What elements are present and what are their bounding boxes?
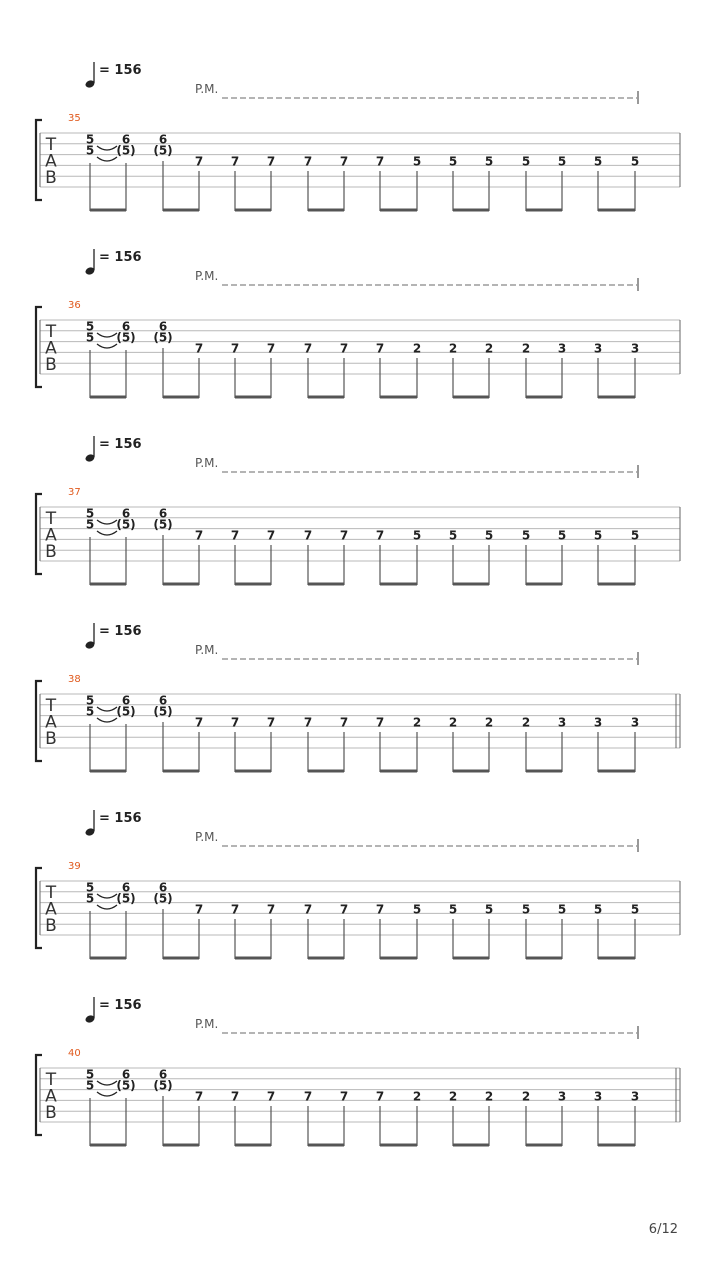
fret-number: 7 [266, 1089, 276, 1104]
fret-number: 7 [266, 528, 276, 543]
note-beam [163, 583, 199, 586]
tab-clef-letter: B [45, 1103, 57, 1123]
palm-mute-label: P.M. [195, 1017, 219, 1031]
note-beam [163, 1144, 199, 1147]
tempo-marking: = 156 [99, 63, 142, 78]
fret-number: 7 [339, 341, 349, 356]
fret-number: 5 [521, 902, 531, 917]
fret-number: 7 [339, 715, 349, 730]
fret-number: (5) [153, 1078, 173, 1093]
fret-number: 6 [158, 880, 168, 895]
fret-number: 2 [521, 1089, 531, 1104]
fret-number: 7 [303, 902, 313, 917]
fret-number: 3 [593, 1089, 603, 1104]
note-beam [598, 396, 635, 399]
tab-system [36, 249, 680, 399]
fret-number: 2 [448, 341, 458, 356]
note-beam [598, 957, 635, 960]
note-beam [380, 209, 417, 212]
note-beam [308, 770, 344, 773]
measure-number: 38 [68, 674, 81, 685]
tab-clef-letter: T [45, 509, 57, 529]
fret-number: 2 [484, 715, 494, 730]
fret-number: 6 [158, 319, 168, 334]
fret-number: (5) [153, 704, 173, 719]
tab-system [36, 436, 680, 586]
note-beam [163, 209, 199, 212]
fret-number: 5 [85, 1067, 95, 1082]
fret-number: 5 [412, 528, 422, 543]
tab-clef-letter: B [45, 355, 57, 375]
fret-number: 7 [266, 715, 276, 730]
tab-clef-letter: T [45, 883, 57, 903]
fret-number: (5) [153, 891, 173, 906]
fret-number: 7 [339, 1089, 349, 1104]
fret-number: 6 [158, 132, 168, 147]
note-beam [308, 1144, 344, 1147]
note-beam [598, 209, 635, 212]
tie-arc [97, 531, 117, 535]
system-bracket [36, 307, 42, 387]
tab-clef-letter: B [45, 729, 57, 749]
note-beam [380, 396, 417, 399]
fret-number: 7 [339, 154, 349, 169]
note-beam [90, 583, 126, 586]
fret-number: 3 [630, 715, 640, 730]
fret-number: 5 [85, 693, 95, 708]
fret-number: 7 [194, 1089, 204, 1104]
measure-number: 36 [68, 300, 81, 311]
note-beam [598, 583, 635, 586]
tie-arc [97, 894, 117, 898]
tab-clef-letter: B [45, 168, 57, 188]
note-beam [526, 396, 562, 399]
tab-clef-letter: A [45, 899, 57, 920]
tab-clef-letter: A [45, 525, 57, 546]
fret-number: 7 [303, 1089, 313, 1104]
measure-number: 40 [68, 1048, 81, 1059]
fret-number: 5 [557, 154, 567, 169]
system-bracket [36, 120, 42, 200]
measure-number: 35 [68, 113, 81, 124]
fret-number: 5 [448, 902, 458, 917]
tie-arc [97, 520, 117, 524]
fret-number: 2 [484, 341, 494, 356]
fret-number: (5) [116, 891, 136, 906]
fret-number: 3 [557, 1089, 567, 1104]
fret-number: 6 [158, 1067, 168, 1082]
tab-system [36, 810, 680, 960]
note-beam [526, 209, 562, 212]
fret-number: 3 [593, 715, 603, 730]
tie-arc [97, 333, 117, 337]
note-beam [163, 396, 199, 399]
fret-number: 5 [484, 902, 494, 917]
palm-mute-label: P.M. [195, 643, 219, 657]
fret-number: 5 [448, 154, 458, 169]
fret-number: 7 [266, 902, 276, 917]
fret-number: 5 [85, 319, 95, 334]
fret-number: 7 [266, 154, 276, 169]
fret-number: 7 [375, 1089, 385, 1104]
fret-number: 7 [303, 154, 313, 169]
fret-number: 6 [121, 693, 131, 708]
fret-number: 6 [121, 880, 131, 895]
fret-number: 7 [303, 341, 313, 356]
fret-number: 5 [521, 528, 531, 543]
note-beam [453, 396, 489, 399]
fret-number: 3 [630, 341, 640, 356]
fret-number: 5 [85, 1078, 95, 1093]
fret-number: 2 [448, 715, 458, 730]
page-number: 6/12 [648, 1222, 678, 1237]
palm-mute-label: P.M. [195, 830, 219, 844]
fret-number: 5 [630, 528, 640, 543]
note-beam [308, 396, 344, 399]
tie-arc [97, 146, 117, 150]
fret-number: 5 [85, 704, 95, 719]
note-beam [453, 957, 489, 960]
tab-clef-letter: A [45, 338, 57, 359]
fret-number: 7 [230, 902, 240, 917]
fret-number: 5 [85, 132, 95, 147]
tab-clef-letter: B [45, 916, 57, 936]
fret-number: 7 [303, 715, 313, 730]
note-beam [308, 209, 344, 212]
tab-clef-letter: A [45, 151, 57, 172]
fret-number: 3 [630, 1089, 640, 1104]
tempo-marking: = 156 [99, 998, 142, 1013]
fret-number: 5 [630, 902, 640, 917]
fret-number: 7 [339, 528, 349, 543]
note-beam [526, 583, 562, 586]
tie-arc [97, 905, 117, 909]
note-beam [90, 1144, 126, 1147]
fret-number: 7 [375, 902, 385, 917]
fret-number: 7 [230, 154, 240, 169]
note-beam [598, 1144, 635, 1147]
note-beam [235, 583, 271, 586]
fret-number: 2 [484, 1089, 494, 1104]
fret-number: 3 [557, 341, 567, 356]
fret-number: 5 [85, 891, 95, 906]
fret-number: (5) [153, 517, 173, 532]
fret-number: 2 [412, 341, 422, 356]
note-beam [526, 957, 562, 960]
fret-number: 5 [448, 528, 458, 543]
note-beam [163, 770, 199, 773]
tie-arc [97, 707, 117, 711]
fret-number: 7 [266, 341, 276, 356]
palm-mute-label: P.M. [195, 456, 219, 470]
fret-number: (5) [116, 143, 136, 158]
note-beam [308, 583, 344, 586]
fret-number: 7 [194, 528, 204, 543]
fret-number: 6 [121, 132, 131, 147]
tempo-marking: = 156 [99, 811, 142, 826]
fret-number: 7 [230, 1089, 240, 1104]
palm-mute-label: P.M. [195, 82, 219, 96]
system-bracket [36, 1055, 42, 1135]
fret-number: 5 [484, 528, 494, 543]
fret-number: 5 [85, 880, 95, 895]
note-beam [380, 957, 417, 960]
fret-number: 5 [557, 902, 567, 917]
fret-number: 7 [375, 341, 385, 356]
tempo-marking: = 156 [99, 624, 142, 639]
tie-arc [97, 1092, 117, 1096]
tab-clef-letter: A [45, 712, 57, 733]
fret-number: (5) [153, 143, 173, 158]
note-beam [380, 770, 417, 773]
tab-system [36, 62, 680, 212]
fret-number: (5) [153, 330, 173, 345]
tab-system [36, 623, 680, 773]
fret-number: 3 [593, 341, 603, 356]
system-bracket [36, 494, 42, 574]
tab-clef-letter: T [45, 322, 57, 342]
fret-number: 6 [121, 506, 131, 521]
note-beam [380, 583, 417, 586]
note-beam [453, 583, 489, 586]
fret-number: 2 [448, 1089, 458, 1104]
tab-clef-letter: T [45, 696, 57, 716]
fret-number: 5 [593, 154, 603, 169]
note-beam [90, 770, 126, 773]
note-beam [235, 1144, 271, 1147]
fret-number: 5 [85, 143, 95, 158]
note-beam [453, 1144, 489, 1147]
fret-number: 7 [375, 528, 385, 543]
fret-number: 2 [412, 1089, 422, 1104]
tempo-marking: = 156 [99, 437, 142, 452]
palm-mute-label: P.M. [195, 269, 219, 283]
fret-number: 7 [339, 902, 349, 917]
note-beam [453, 209, 489, 212]
tie-arc [97, 157, 117, 161]
fret-number: 2 [521, 341, 531, 356]
measure-number: 39 [68, 861, 81, 872]
fret-number: 5 [521, 154, 531, 169]
note-beam [598, 770, 635, 773]
fret-number: 7 [194, 902, 204, 917]
note-beam [453, 770, 489, 773]
fret-number: 2 [521, 715, 531, 730]
fret-number: 5 [557, 528, 567, 543]
note-beam [526, 1144, 562, 1147]
note-beam [235, 396, 271, 399]
measure-number: 37 [68, 487, 81, 498]
fret-number: 5 [630, 154, 640, 169]
fret-number: 2 [412, 715, 422, 730]
note-beam [235, 209, 271, 212]
fret-number: 5 [593, 528, 603, 543]
fret-number: (5) [116, 330, 136, 345]
fret-number: 7 [230, 528, 240, 543]
fret-number: 7 [230, 341, 240, 356]
fret-number: 3 [557, 715, 567, 730]
fret-number: 6 [158, 506, 168, 521]
tie-arc [97, 1081, 117, 1085]
fret-number: 7 [194, 154, 204, 169]
fret-number: 7 [375, 154, 385, 169]
fret-number: 5 [593, 902, 603, 917]
fret-number: 5 [484, 154, 494, 169]
tab-clef-letter: B [45, 542, 57, 562]
fret-number: 5 [412, 902, 422, 917]
tab-clef-letter: A [45, 1086, 57, 1107]
tab-system [36, 997, 680, 1147]
note-beam [90, 396, 126, 399]
fret-number: 6 [121, 1067, 131, 1082]
system-bracket [36, 681, 42, 761]
fret-number: 7 [230, 715, 240, 730]
fret-number: 6 [121, 319, 131, 334]
note-beam [90, 209, 126, 212]
fret-number: 7 [303, 528, 313, 543]
fret-number: 7 [375, 715, 385, 730]
fret-number: (5) [116, 704, 136, 719]
note-beam [526, 770, 562, 773]
note-beam [308, 957, 344, 960]
tie-arc [97, 718, 117, 722]
fret-number: 7 [194, 341, 204, 356]
note-beam [235, 957, 271, 960]
note-beam [380, 1144, 417, 1147]
fret-number: 5 [85, 506, 95, 521]
system-bracket [36, 868, 42, 948]
tie-arc [97, 344, 117, 348]
fret-number: 5 [85, 517, 95, 532]
fret-number: (5) [116, 517, 136, 532]
note-beam [90, 957, 126, 960]
fret-number: 7 [194, 715, 204, 730]
note-beam [163, 957, 199, 960]
fret-number: 5 [412, 154, 422, 169]
fret-number: 5 [85, 330, 95, 345]
tempo-marking: = 156 [99, 250, 142, 265]
note-beam [235, 770, 271, 773]
fret-number: 6 [158, 693, 168, 708]
tab-clef-letter: T [45, 135, 57, 155]
tab-clef-letter: T [45, 1070, 57, 1090]
fret-number: (5) [116, 1078, 136, 1093]
